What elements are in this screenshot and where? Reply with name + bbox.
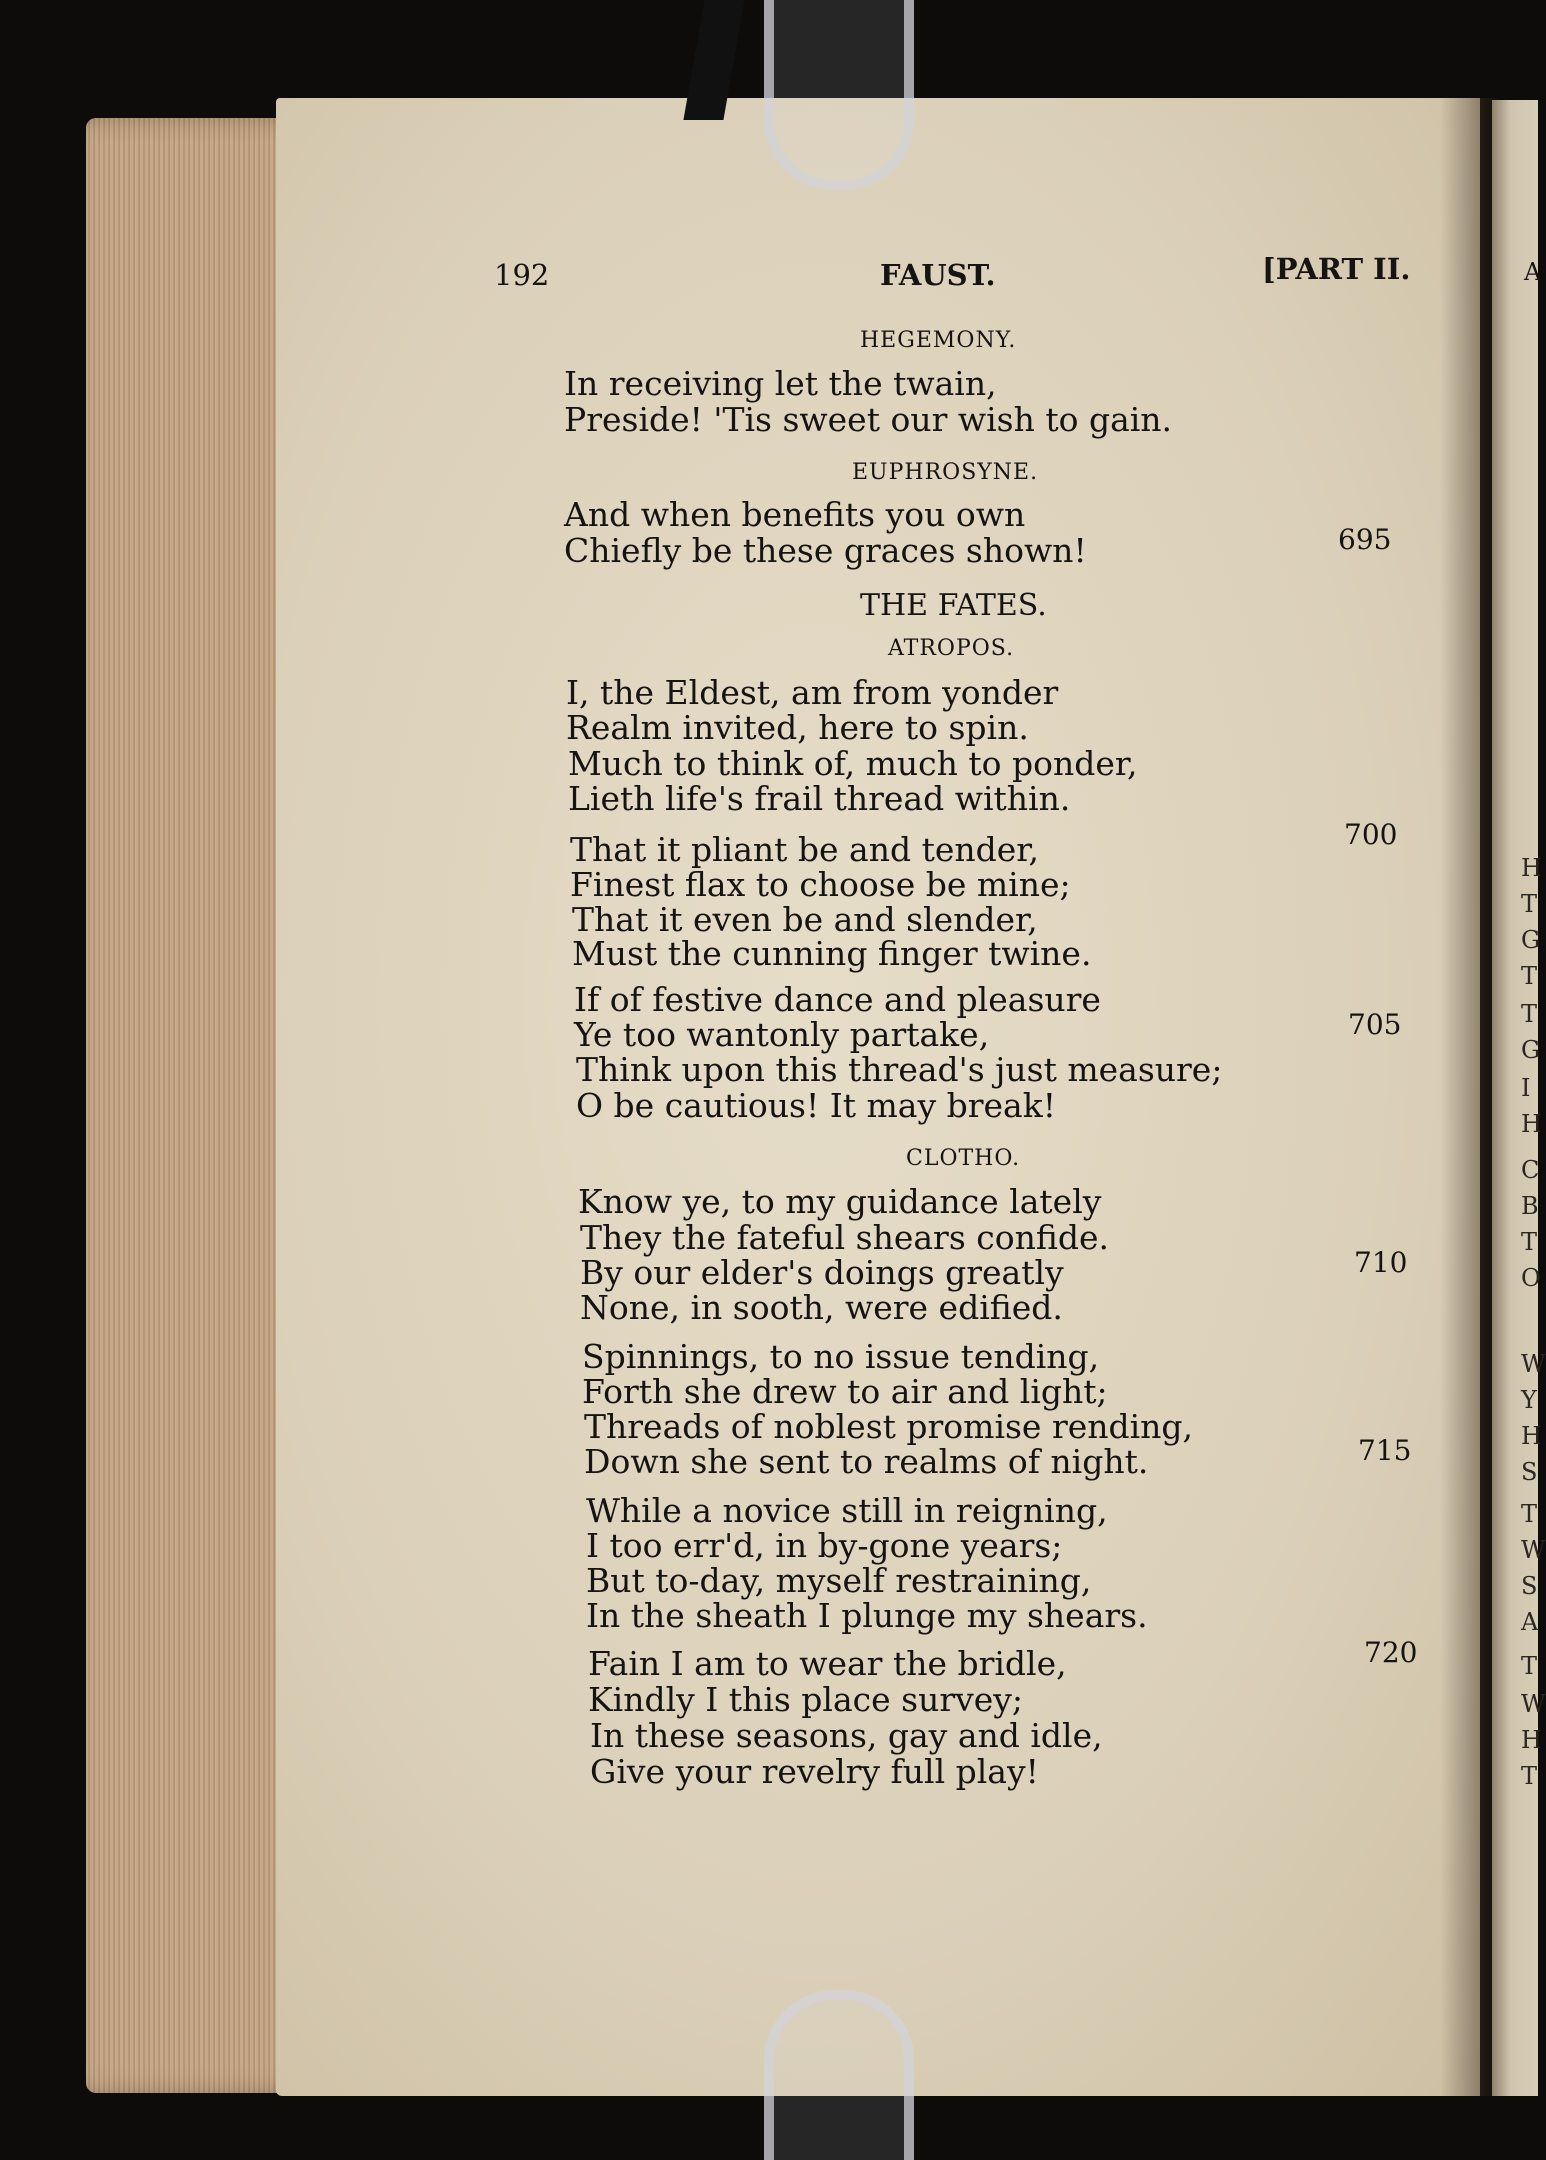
facing-page-fragment: G <box>1521 1036 1541 1064</box>
page-clip-top <box>764 0 914 190</box>
facing-page-fragment: A <box>1521 1608 1539 1636</box>
part-label: [PART II. <box>1262 252 1411 286</box>
verse-line: Think upon this thread's just measure; <box>576 1050 1223 1089</box>
verse-line: Lieth life's frail thread within. <box>568 779 1071 818</box>
facing-page-fragment: T <box>1521 1000 1538 1028</box>
verse-line: Know ye, to my guidance lately <box>578 1182 1102 1221</box>
verse-line: I, the Eldest, am from yonder <box>566 673 1059 712</box>
verse-line: Must the cunning finger twine. <box>572 934 1092 973</box>
verse-line: And when benefits you own <box>564 495 1026 534</box>
line-number: 695 <box>1338 523 1392 556</box>
facing-page <box>1492 100 1541 2096</box>
facing-header-fragment: A <box>1524 258 1542 286</box>
speaker-heading: EUPHROSYNE. <box>852 460 1039 485</box>
verse-line: They the fateful shears confide. <box>580 1218 1109 1257</box>
verse-line: None, in sooth, were edified. <box>580 1288 1063 1327</box>
verse-line: Finest flax to choose be mine; <box>570 865 1071 904</box>
facing-page-fragment: S <box>1521 1458 1538 1486</box>
facing-page-fragment: H <box>1521 1422 1542 1450</box>
facing-page-fragment: Y <box>1521 1386 1537 1414</box>
facing-page-fragment: W <box>1521 1536 1546 1564</box>
verse-line: But to-day, myself restraining, <box>586 1561 1092 1600</box>
facing-page-fragment: B <box>1521 1192 1539 1220</box>
line-number: 720 <box>1364 1636 1418 1669</box>
facing-page-fragment: H <box>1521 1110 1542 1138</box>
verse-line: Ye too wantonly partake, <box>574 1015 990 1054</box>
verse-line: Much to think of, much to ponder, <box>568 744 1138 783</box>
speaker-heading: CLOTHO. <box>906 1146 1021 1171</box>
verse-line: By our elder's doings greatly <box>580 1253 1064 1292</box>
line-number: 700 <box>1344 818 1398 851</box>
facing-page-fragment: H <box>1521 854 1542 882</box>
speaker-heading: HEGEMONY. <box>860 328 1017 353</box>
verse-line: That it even be and slender, <box>572 900 1038 939</box>
verse-line: Threads of noblest promise rending, <box>584 1407 1194 1446</box>
verse-line: Preside! 'Tis sweet our wish to gain. <box>564 400 1173 439</box>
verse-line: In the sheath I plunge my shears. <box>586 1596 1148 1635</box>
page-clip-bottom <box>764 1990 914 2160</box>
verse-line: Give your revelry full play! <box>590 1752 1039 1791</box>
facing-page-fragment: C <box>1521 1156 1540 1184</box>
facing-page-fragment: T <box>1521 1762 1538 1790</box>
facing-page-fragment: G <box>1521 926 1541 954</box>
page-number: 192 <box>494 258 550 292</box>
verse-line: Chiefly be these graces shown! <box>564 531 1087 570</box>
line-number: 710 <box>1354 1246 1408 1279</box>
verse-line: While a novice still in reigning, <box>586 1491 1108 1530</box>
facing-page-fragment: I <box>1521 1074 1531 1102</box>
facing-page-fragment: S <box>1521 1572 1538 1600</box>
running-title: FAUST. <box>880 258 996 292</box>
verse-line: If of festive dance and pleasure <box>574 980 1101 1019</box>
facing-page-fragment: T <box>1521 1652 1538 1680</box>
facing-page-fragment: H <box>1521 1726 1542 1754</box>
facing-page-fragment: O <box>1521 1264 1541 1292</box>
gutter-shadow <box>1440 98 1498 2096</box>
group-title: THE FATES. <box>860 588 1047 623</box>
facing-page-fragment: T <box>1521 890 1538 918</box>
facing-page-fragment: T <box>1521 962 1538 990</box>
facing-page-fragment: W <box>1521 1690 1546 1718</box>
verse-line: Spinnings, to no issue tending, <box>582 1337 1100 1376</box>
facing-page-fragment: T <box>1521 1500 1538 1528</box>
speaker-heading: ATROPOS. <box>888 636 1015 661</box>
verse-line: Fain I am to wear the bridle, <box>588 1644 1067 1683</box>
line-number: 715 <box>1358 1434 1412 1467</box>
verse-line: In these seasons, gay and idle, <box>590 1716 1103 1755</box>
verse-line: In receiving let the twain, <box>564 364 997 403</box>
facing-page-fragment: T <box>1521 1228 1538 1256</box>
facing-page-fragment: W <box>1521 1350 1546 1378</box>
verse-line: O be cautious! It may break! <box>576 1086 1056 1125</box>
verse-line: Kindly I this place survey; <box>588 1680 1024 1719</box>
line-number: 705 <box>1348 1008 1402 1041</box>
verse-line: That it pliant be and tender, <box>570 830 1039 869</box>
verse-line: Forth she drew to air and light; <box>582 1372 1108 1411</box>
verse-line: I too err'd, in by-gone years; <box>586 1526 1063 1565</box>
verse-line: Down she sent to realms of night. <box>584 1442 1149 1481</box>
verse-line: Realm invited, here to spin. <box>566 708 1029 747</box>
